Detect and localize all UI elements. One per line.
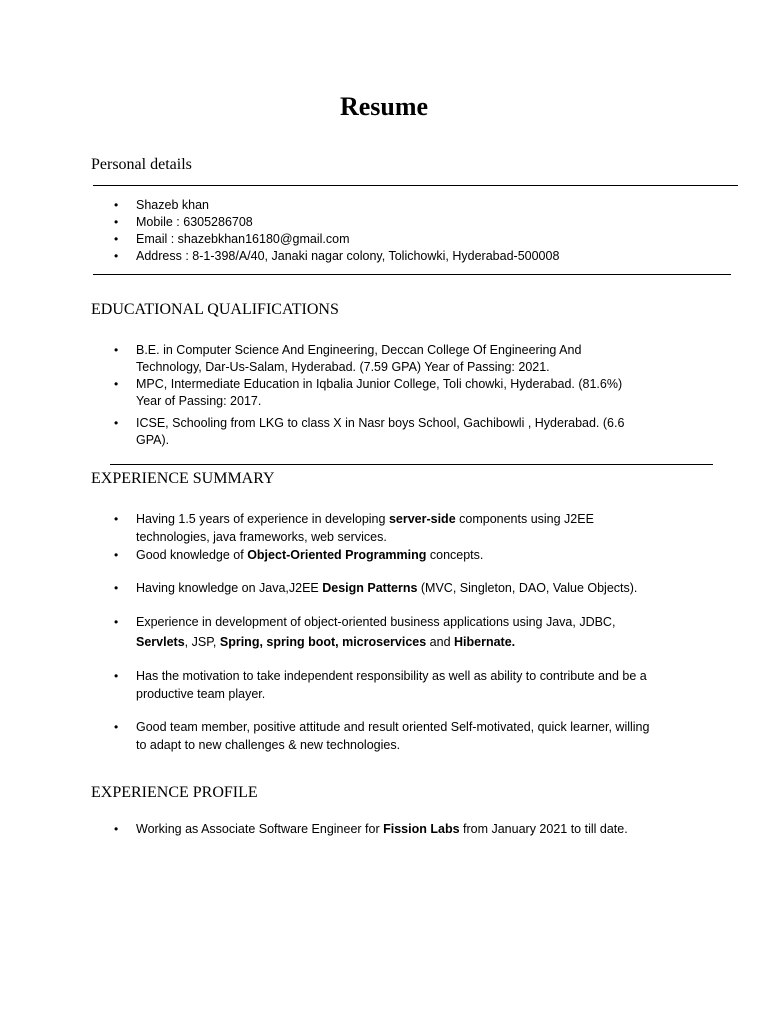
personal-mobile: • Mobile : 6305286708 <box>110 214 710 231</box>
summary-item-technologies: • Experience in development of object-oriented business applications using Java, JDBC, Servlets, JSP, Spring, spring boot, microservices and Hibernate. <box>110 612 650 652</box>
education-heading: EDUCATIONAL QUALIFICATIONS <box>91 301 339 318</box>
personal-details-list <box>110 197 710 265</box>
summary-item-design-patterns: • Having knowledge on Java,J2EE Design Patterns (MVC, Singleton, DAO, Value Objects). <box>110 579 650 597</box>
education-item-icse: • ICSE, Schooling from LKG to class X in Nasr boys School, Gachibowli , Hyderabad. (6.6 GPA). <box>110 415 640 449</box>
page-title: Resume <box>339 92 429 121</box>
divider-education-bottom <box>110 464 713 465</box>
education-item-mpc: • MPC, Intermediate Education in Iqbalia Junior College, Toli chowki, Hyderabad. (81.6%) Year of Passing: 2017. <box>110 376 640 410</box>
education-list <box>110 342 640 449</box>
summary-item-team-member: • Good team member, positive attitude and result oriented Self-motivated, quick learner, willing to adapt to new challenges & new technologies. <box>110 718 650 754</box>
summary-item-oop: • Good knowledge of Object-Oriented Programming concepts. <box>110 546 650 564</box>
experience-profile-list <box>110 820 660 838</box>
summary-item-server-side: • Having 1.5 years of experience in developing server-side components using J2EE technologies, java frameworks, web services. <box>110 510 650 546</box>
personal-details-heading: Personal details <box>91 156 192 173</box>
profile-item-current-role: • Working as Associate Software Engineer for Fission Labs from January 2021 to till date. <box>110 820 660 838</box>
experience-summary-list <box>110 510 650 754</box>
divider-personal-bottom <box>93 274 731 275</box>
personal-email: • Email : shazebkhan16180@gmail.com <box>110 231 710 248</box>
personal-name: • Shazeb khan <box>110 197 710 214</box>
experience-summary-heading: EXPERIENCE SUMMARY <box>91 470 275 487</box>
summary-item-motivation: • Has the motivation to take independent responsibility as well as ability to contribute and be a productive team player. <box>110 667 650 703</box>
experience-profile-heading: EXPERIENCE PROFILE <box>91 784 258 801</box>
education-item-be: • B.E. in Computer Science And Engineering, Deccan College Of Engineering And Technology, Dar-Us-Salam, Hyderabad. (7.59 GPA) Year of Passing: 2021. <box>110 342 640 376</box>
divider-top <box>93 185 738 186</box>
personal-address: • Address : 8-1-398/A/40, Janaki nagar colony, Tolichowki, Hyderabad-500008 <box>110 248 710 265</box>
